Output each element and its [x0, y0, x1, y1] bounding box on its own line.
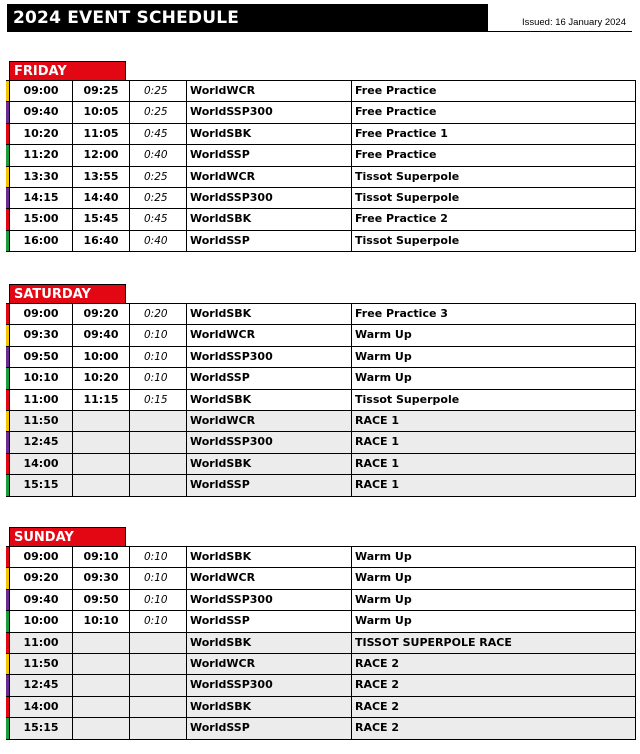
duration: 0:10 [129, 611, 186, 631]
class-name: WorldSBK [186, 697, 351, 717]
class-name: WorldSSP [186, 231, 351, 251]
start-time: 11:50 [9, 654, 72, 674]
start-time: 14:00 [9, 454, 72, 474]
start-time: 09:00 [9, 81, 72, 101]
start-time: 09:40 [9, 102, 72, 122]
table-row [6, 590, 636, 611]
duration [129, 432, 186, 452]
class-name: WorldSSP [186, 611, 351, 631]
start-time: 09:30 [9, 325, 72, 345]
end-time: 09:25 [72, 81, 129, 101]
session-name: Tissot Superpole [351, 231, 636, 251]
class-name: WorldSBK [186, 390, 351, 410]
start-time: 11:20 [9, 145, 72, 165]
class-name: WorldSSP300 [186, 590, 351, 610]
table-row [6, 718, 636, 739]
end-time [72, 633, 129, 653]
class-name: WorldSSP [186, 368, 351, 388]
end-time: 13:55 [72, 167, 129, 187]
session-name: Warm Up [351, 347, 636, 367]
duration [129, 411, 186, 431]
table-row [6, 390, 636, 411]
duration: 0:10 [129, 590, 186, 610]
session-name: RACE 2 [351, 718, 636, 738]
end-time: 15:45 [72, 209, 129, 229]
session-name: RACE 2 [351, 654, 636, 674]
session-name: Warm Up [351, 368, 636, 388]
end-time: 10:00 [72, 347, 129, 367]
end-time: 09:20 [72, 304, 129, 324]
start-time: 09:40 [9, 590, 72, 610]
end-time: 14:40 [72, 188, 129, 208]
duration: 0:10 [129, 568, 186, 588]
class-name: WorldWCR [186, 167, 351, 187]
session-name: Free Practice [351, 81, 636, 101]
class-name: WorldSBK [186, 209, 351, 229]
table-row [6, 368, 636, 389]
start-time: 11:50 [9, 411, 72, 431]
schedule-table [6, 303, 636, 497]
session-name: Free Practice [351, 102, 636, 122]
duration: 0:10 [129, 347, 186, 367]
page-header [7, 4, 632, 32]
duration: 0:20 [129, 304, 186, 324]
session-name: Warm Up [351, 547, 636, 567]
session-name: RACE 1 [351, 475, 636, 495]
table-row [6, 209, 636, 230]
issued-date: Issued: 16 January 2024 [488, 4, 632, 32]
end-time: 10:10 [72, 611, 129, 631]
duration [129, 697, 186, 717]
schedule-table [6, 80, 636, 252]
start-time: 12:45 [9, 675, 72, 695]
start-time: 09:00 [9, 304, 72, 324]
class-name: WorldWCR [186, 411, 351, 431]
class-name: WorldSSP300 [186, 188, 351, 208]
start-time: 15:15 [9, 475, 72, 495]
table-row [6, 675, 636, 696]
end-time: 11:05 [72, 124, 129, 144]
table-row [6, 697, 636, 718]
session-name: Free Practice 2 [351, 209, 636, 229]
class-name: WorldWCR [186, 654, 351, 674]
start-time: 14:00 [9, 697, 72, 717]
table-row [6, 611, 636, 632]
day-label: SUNDAY [9, 527, 126, 546]
duration: 0:40 [129, 145, 186, 165]
class-name: WorldSSP [186, 145, 351, 165]
duration: 0:40 [129, 231, 186, 251]
class-name: WorldSSP300 [186, 432, 351, 452]
table-row [6, 231, 636, 252]
end-time: 16:40 [72, 231, 129, 251]
session-name: Free Practice [351, 145, 636, 165]
end-time [72, 654, 129, 674]
class-name: WorldWCR [186, 81, 351, 101]
duration: 0:25 [129, 167, 186, 187]
class-name: WorldSSP [186, 475, 351, 495]
duration [129, 718, 186, 738]
duration [129, 633, 186, 653]
end-time [72, 697, 129, 717]
duration [129, 675, 186, 695]
table-row [6, 547, 636, 568]
class-name: WorldSBK [186, 124, 351, 144]
start-time: 11:00 [9, 390, 72, 410]
end-time: 10:20 [72, 368, 129, 388]
end-time [72, 411, 129, 431]
table-row [6, 167, 636, 188]
class-name: WorldSSP300 [186, 347, 351, 367]
table-row [6, 347, 636, 368]
start-time: 10:00 [9, 611, 72, 631]
start-time: 15:15 [9, 718, 72, 738]
end-time [72, 432, 129, 452]
start-time: 12:45 [9, 432, 72, 452]
end-time: 09:10 [72, 547, 129, 567]
end-time [72, 454, 129, 474]
table-row [6, 102, 636, 123]
table-row [6, 654, 636, 675]
start-time: 16:00 [9, 231, 72, 251]
table-row [6, 81, 636, 102]
end-time: 09:40 [72, 325, 129, 345]
page-title: 2024 EVENT SCHEDULE [7, 4, 488, 32]
start-time: 09:50 [9, 347, 72, 367]
end-time [72, 475, 129, 495]
session-name: Free Practice 1 [351, 124, 636, 144]
start-time: 09:00 [9, 547, 72, 567]
end-time: 11:15 [72, 390, 129, 410]
start-time: 15:00 [9, 209, 72, 229]
end-time [72, 718, 129, 738]
start-time: 11:00 [9, 633, 72, 653]
day-label: FRIDAY [9, 61, 126, 80]
class-name: WorldSSP300 [186, 675, 351, 695]
session-name: RACE 1 [351, 432, 636, 452]
class-name: WorldWCR [186, 325, 351, 345]
session-name: Tissot Superpole [351, 167, 636, 187]
duration: 0:10 [129, 368, 186, 388]
schedule-table [6, 546, 636, 740]
start-time: 09:20 [9, 568, 72, 588]
duration: 0:45 [129, 209, 186, 229]
end-time: 12:00 [72, 145, 129, 165]
session-name: Warm Up [351, 325, 636, 345]
table-row [6, 454, 636, 475]
duration: 0:10 [129, 547, 186, 567]
start-time: 10:10 [9, 368, 72, 388]
session-name: RACE 2 [351, 675, 636, 695]
table-row [6, 411, 636, 432]
class-name: WorldSBK [186, 547, 351, 567]
duration: 0:25 [129, 102, 186, 122]
start-time: 13:30 [9, 167, 72, 187]
duration: 0:25 [129, 81, 186, 101]
session-name: TISSOT SUPERPOLE RACE [351, 633, 636, 653]
session-name: Warm Up [351, 611, 636, 631]
end-time: 10:05 [72, 102, 129, 122]
class-name: WorldSBK [186, 304, 351, 324]
table-row [6, 475, 636, 496]
table-row [6, 633, 636, 654]
session-name: RACE 1 [351, 411, 636, 431]
table-row [6, 568, 636, 589]
table-row [6, 124, 636, 145]
duration [129, 654, 186, 674]
table-row [6, 304, 636, 325]
duration: 0:25 [129, 188, 186, 208]
class-name: WorldWCR [186, 568, 351, 588]
class-name: WorldSSP300 [186, 102, 351, 122]
end-time [72, 675, 129, 695]
session-name: Tissot Superpole [351, 188, 636, 208]
duration [129, 475, 186, 495]
start-time: 14:15 [9, 188, 72, 208]
session-name: Free Practice 3 [351, 304, 636, 324]
duration: 0:10 [129, 325, 186, 345]
table-row [6, 188, 636, 209]
duration [129, 454, 186, 474]
class-name: WorldSBK [186, 633, 351, 653]
duration: 0:45 [129, 124, 186, 144]
table-row [6, 145, 636, 166]
session-name: RACE 2 [351, 697, 636, 717]
duration: 0:15 [129, 390, 186, 410]
start-time: 10:20 [9, 124, 72, 144]
day-label: SATURDAY [9, 284, 126, 303]
class-name: WorldSBK [186, 454, 351, 474]
session-name: Warm Up [351, 568, 636, 588]
end-time: 09:30 [72, 568, 129, 588]
session-name: RACE 1 [351, 454, 636, 474]
table-row [6, 325, 636, 346]
session-name: Tissot Superpole [351, 390, 636, 410]
table-row [6, 432, 636, 453]
class-name: WorldSSP [186, 718, 351, 738]
end-time: 09:50 [72, 590, 129, 610]
session-name: Warm Up [351, 590, 636, 610]
